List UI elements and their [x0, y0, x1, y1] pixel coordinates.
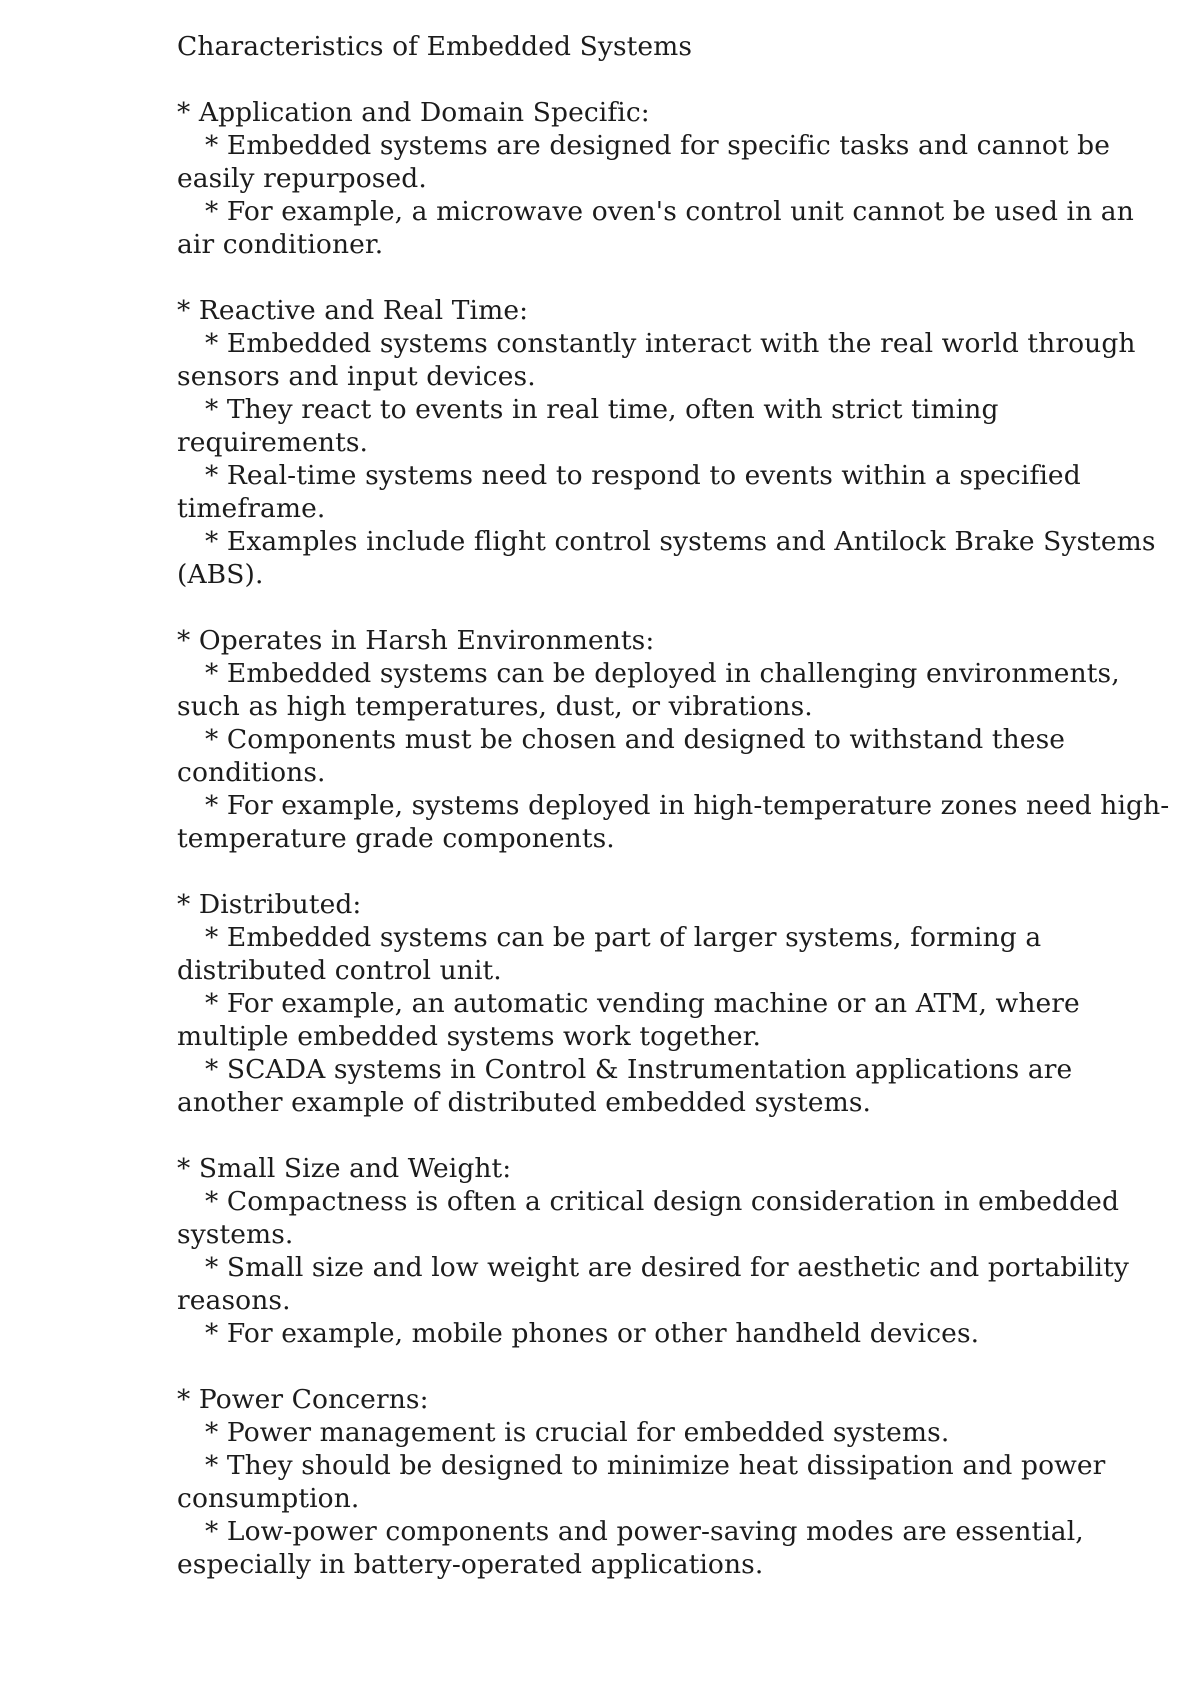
bullet-point: * They react to events in real time, often with strict timing requirements. [177, 394, 999, 458]
document-page [177, 30, 1177, 1581]
section-heading: * Reactive and Real Time: [177, 295, 529, 326]
spacer [177, 63, 1177, 96]
section-application-domain-specific [177, 96, 1177, 261]
bullet-point: * They should be designed to minimize heat dissipation and power consumption. [177, 1450, 1106, 1514]
section-power-concerns [177, 1383, 1177, 1581]
section-harsh-environments [177, 624, 1177, 855]
bullet-point: * For example, systems deployed in high-temperature zones need high-temperature grade components. [177, 790, 1170, 854]
bullet-point: * Embedded systems constantly interact with the real world through sensors and input devices. [177, 328, 1136, 392]
bullet-point: * For example, mobile phones or other handheld devices. [205, 1318, 980, 1349]
section-heading: * Small Size and Weight: [177, 1153, 512, 1184]
section-heading: * Power Concerns: [177, 1384, 429, 1415]
bullet-point: * For example, an automatic vending machine or an ATM, where multiple embedded systems work together. [177, 988, 1080, 1052]
bullet-point: * Real-time systems need to respond to events within a specified timeframe. [177, 460, 1081, 524]
section-small-size-weight [177, 1152, 1177, 1350]
bullet-point: * Embedded systems can be part of larger systems, forming a distributed control unit. [177, 922, 1042, 986]
section-heading: * Application and Domain Specific: [177, 97, 650, 128]
bullet-point: * Embedded systems are designed for specific tasks and cannot be easily repurposed. [177, 130, 1111, 194]
bullet-point: * For example, a microwave oven's control unit cannot be used in an air conditioner. [177, 196, 1134, 260]
bullet-point: * Components must be chosen and designed to withstand these conditions. [177, 724, 1066, 788]
section-heading: * Operates in Harsh Environments: [177, 625, 655, 656]
bullet-point: * Power management is crucial for embedded systems. [205, 1417, 950, 1448]
section-distributed [177, 888, 1177, 1119]
bullet-point: * Low-power components and power-saving modes are essential, especially in battery-operated applications. [177, 1516, 1084, 1580]
bullet-point: * Embedded systems can be deployed in challenging environments, such as high temperatures, dust, or vibrations. [177, 658, 1120, 722]
bullet-point: * Examples include flight control systems and Antilock Brake Systems (ABS). [177, 526, 1156, 590]
bullet-point: * SCADA systems in Control & Instrumentation applications are another example of distributed embedded systems. [177, 1054, 1073, 1118]
bullet-point: * Small size and low weight are desired for aesthetic and portability reasons. [177, 1252, 1129, 1316]
section-reactive-real-time [177, 294, 1177, 591]
section-heading: * Distributed: [177, 889, 362, 920]
bullet-point: * Compactness is often a critical design consideration in embedded systems. [177, 1186, 1120, 1250]
document-title: Characteristics of Embedded Systems [177, 31, 693, 62]
